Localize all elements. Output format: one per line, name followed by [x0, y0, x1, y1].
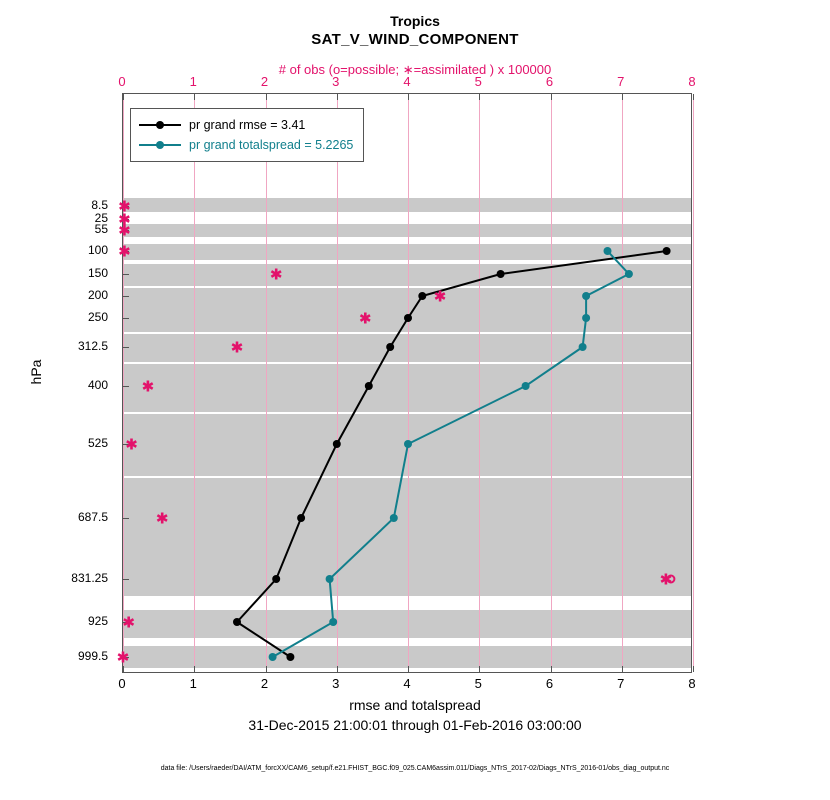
obs-asterisk-marker	[271, 269, 281, 280]
x-axis-bottom-tick-label: 4	[403, 676, 411, 691]
obs-asterisk-marker	[118, 652, 128, 663]
x-axis-bottom-tick-label: 2	[260, 676, 269, 691]
series-point	[365, 382, 373, 390]
y-axis-tick-label: 525	[87, 436, 108, 450]
y-axis-tick-label: 999.5	[77, 649, 108, 663]
top-axis-title: # of obs (o=possible; ∗=assimilated ) x 100000	[278, 62, 552, 77]
y-axis-tick-label: 250	[87, 310, 108, 324]
obs-asterisk-marker	[361, 313, 371, 324]
legend-item-totalspread	[139, 135, 353, 155]
x-axis-top-tick-label: 5	[474, 74, 482, 89]
series-point	[497, 270, 505, 278]
series-line	[273, 251, 629, 657]
series-point	[582, 314, 590, 322]
y-axis-tick-label: 925	[87, 614, 108, 628]
series-point	[418, 292, 426, 300]
x-axis-top-tick-label: 6	[545, 74, 554, 89]
legend-item-rmse	[139, 115, 353, 135]
y-axis-title: hPa	[28, 359, 44, 385]
plot-svg-layer	[123, 94, 693, 674]
x-axis-top-tick-label: 2	[260, 74, 269, 89]
x-axis-bottom-tick-label: 5	[474, 676, 482, 691]
x-axis-top-tick-label: 0	[118, 74, 126, 89]
series-point	[404, 440, 412, 448]
x-gridline	[693, 94, 694, 672]
obs-asterisk-marker	[143, 381, 153, 392]
series-point	[604, 247, 612, 255]
y-axis-tick-label: 8.5	[91, 198, 108, 212]
obs-asterisk-marker	[232, 342, 242, 353]
series-line	[237, 251, 667, 657]
y-axis-tick-label: 150	[87, 266, 108, 280]
obs-asterisk-marker	[120, 214, 130, 225]
obs-asterisk-marker	[157, 513, 167, 524]
x-axis-top-tick-label: 1	[189, 74, 197, 89]
legend-line-icon-rmse	[139, 119, 181, 131]
chart-title-variable: SAT_V_WIND_COMPONENT	[311, 31, 519, 48]
x-axis-top-tick-label: 7	[617, 74, 625, 89]
x-axis-top-tick-label: 4	[403, 74, 411, 89]
y-axis-tick-label: 312.5	[77, 339, 108, 353]
chart-legend	[130, 108, 364, 162]
x-axis-title: rmse and totalspread	[349, 697, 481, 713]
x-axis-bottom-tick-label: 3	[332, 676, 340, 691]
y-axis-tick-labels	[40, 93, 116, 673]
y-axis-tick-label: 687.5	[77, 510, 108, 524]
series-point	[582, 292, 590, 300]
y-axis-tick-label: 100	[87, 243, 108, 257]
obs-asterisk-marker	[120, 201, 130, 212]
date-range-caption: 31-Dec-2015 21:00:01 through 01-Feb-2016 03:00:00	[248, 717, 582, 733]
obs-asterisk-marker	[120, 246, 130, 257]
obs-asterisk-marker	[124, 617, 134, 628]
series-point	[522, 382, 530, 390]
data-file-caption: data file: /Users/raeder/DAI/ATM_forcXX/CAM6_setup/f.e21.FHIST_BGC.f09_025.CAM6assim.011/Diags_NTrS_2017-02/Diags_NTrS_2016-01/obs_diag_output.nc	[160, 765, 670, 772]
x-axis-top-tick-label: 3	[332, 74, 340, 89]
series-point	[329, 618, 337, 626]
x-axis-top-tick-label: 8	[688, 74, 696, 89]
series-point	[579, 343, 587, 351]
y-axis-tick-label: 25	[94, 211, 108, 225]
series-point	[390, 514, 398, 522]
obs-asterisk-marker	[127, 439, 137, 450]
chart-title-block	[0, 12, 830, 50]
x-axis-bottom-tick-label: 1	[189, 676, 197, 691]
series-point	[404, 314, 412, 322]
legend-line-icon-totalspread	[139, 139, 181, 151]
chart-title-region: Tropics	[390, 13, 440, 29]
x-axis-bottom-tick-label: 7	[617, 676, 625, 691]
x-axis-bottom-tick-label: 6	[545, 676, 554, 691]
series-point	[233, 618, 241, 626]
x-tick-top	[693, 94, 694, 100]
y-axis-tick-label: 200	[87, 288, 108, 302]
series-point	[272, 575, 280, 583]
series-point	[625, 270, 633, 278]
series-point	[663, 247, 671, 255]
x-tick-bottom	[693, 666, 694, 672]
series-point	[269, 653, 277, 661]
series-point	[286, 653, 294, 661]
series-point	[326, 575, 334, 583]
series-point	[386, 343, 394, 351]
y-axis-tick-label: 55	[94, 222, 108, 236]
x-axis-bottom-tick-label: 8	[688, 676, 696, 691]
series-point	[333, 440, 341, 448]
plot-area	[122, 93, 692, 673]
legend-label-rmse: pr grand rmse = 3.41	[189, 118, 306, 132]
legend-label-totalspread: pr grand totalspread = 5.2265	[189, 138, 354, 152]
y-axis-tick-label: 400	[87, 378, 108, 392]
x-axis-bottom-tick-label: 0	[118, 676, 126, 691]
y-axis-tick-label: 831.25	[71, 571, 108, 585]
series-point	[297, 514, 305, 522]
obs-asterisk-marker	[120, 225, 130, 236]
